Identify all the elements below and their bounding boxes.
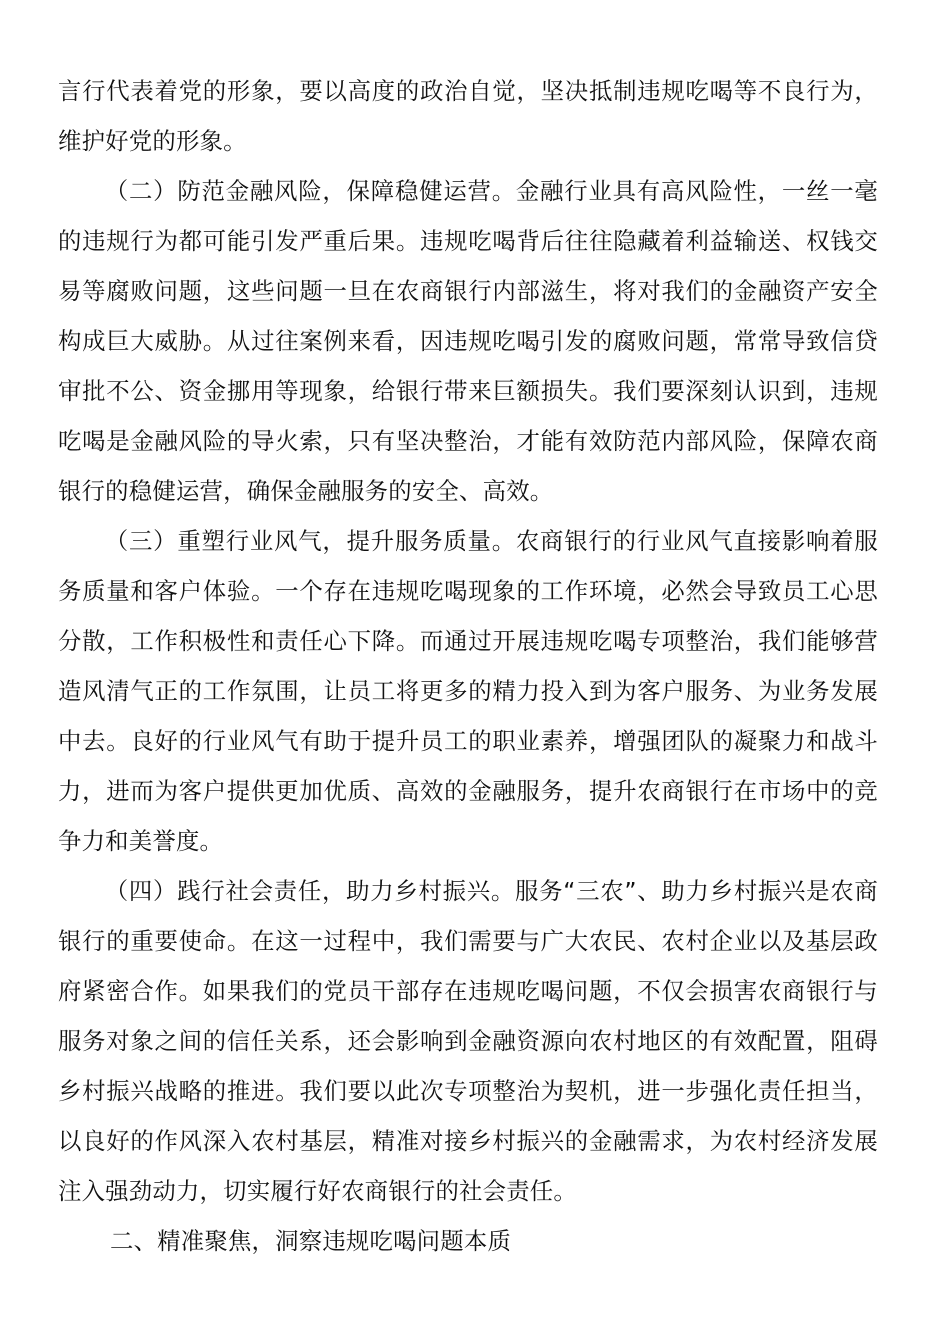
paragraph-financial-risk: （二）防范金融风险，保障稳健运营。金融行业具有高风险性，一丝一毫的违规行为都可能引发严重后果。违规吃喝背后往往隐藏着利益输送、权钱交易等腐败问题，这些问题一旦在农商银行内部滋生，将对我们的金融资产安全构成巨大威胁。从过往案例来看，因违规吃喝引发的腐败问题，常常导致信贷审批不公、资金挪用等现象，给银行带来巨额损失。我们要深刻认识到，违规吃喝是金融风险的导火索，只有坚决整治，才能有效防范内部风险，保障农商银行的稳健运营，确保金融服务的安全、高效。 (58, 177, 878, 505)
paragraph-industry-culture: （三）重塑行业风气，提升服务质量。农商银行的行业风气直接影响着服务质量和客户体验。一个存在违规吃喝现象的工作环境，必然会导致员工心思分散，工作积极性和责任心下降。而通过开展违规吃喝专项整治，我们能够营造风清气正的工作氛围，让员工将更多的精力投入到为客户服务、为业务发展中去。良好的行业风气有助于提升员工的职业素养，增强团队的凝聚力和战斗力，进而为客户提供更加优质、高效的金融服务，提升农商银行在市场中的竞争力和美誉度。 (58, 527, 878, 855)
document-page (58, 66, 878, 1266)
section-heading: 二、精准聚焦，洞察违规吃喝问题本质 (110, 1227, 512, 1255)
paragraph-continuation: 言行代表着党的形象，要以高度的政治自觉，坚决抵制违规吃喝等不良行为，维护好党的形象。 (58, 77, 878, 155)
paragraph-social-responsibility: （四）践行社会责任，助力乡村振兴。服务“三农”、助力乡村振兴是农商银行的重要使命。在这一过程中，我们需要与广大农民、农村企业以及基层政府紧密合作。如果我们的党员干部存在违规吃喝问题，不仅会损害农商银行与服务对象之间的信任关系，还会影响到金融资源向农村地区的有效配置，阻碍乡村振兴战略的推进。我们要以此次专项整治为契机，进一步强化责任担当，以良好的作风深入农村基层，精准对接乡村振兴的金融需求，为农村经济发展注入强劲动力，切实履行好农商银行的社会责任。 (58, 877, 878, 1205)
